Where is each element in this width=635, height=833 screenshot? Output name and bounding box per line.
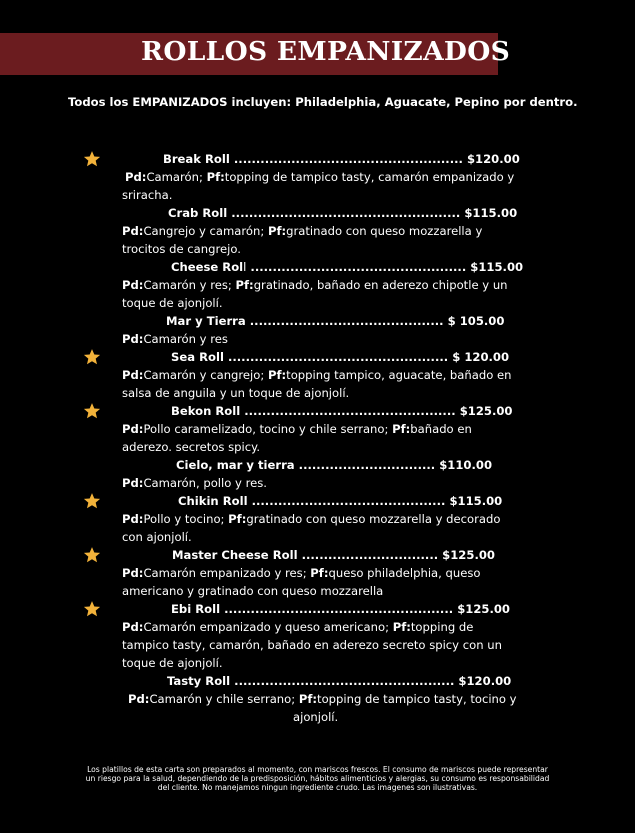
star-icon [83, 600, 101, 618]
item-description: Pd:Camarón; Pf:topping de tampico tasty, camarón empanizado y [125, 170, 515, 184]
menu-subtitle: Todos los EMPANIZADOS incluyen: Philadelphia, Aguacate, Pepino por dentro. [68, 95, 578, 109]
item-price: $125.00 [459, 404, 513, 418]
footer-line: Los platillos de esta carta son preparados al momento, con mariscos frescos. El consumo de mariscos puede representar [87, 765, 548, 774]
item-description: Pd:Pollo caramelizado, tocino y chile serrano; Pf:bañado en [122, 422, 472, 436]
item-description: salsa de anguila y un toque de ajonjolí. [122, 386, 350, 400]
item-name: Crab Roll [168, 206, 228, 220]
item-description: Pd:Camarón y res; Pf:gratinado, bañado en aderezo chipotle y un [122, 278, 508, 292]
item-name-tail: l [243, 260, 247, 274]
item-name: Cielo, mar y tierra [176, 458, 295, 472]
menu-item [0, 402, 635, 456]
item-name: Master Cheese Roll [172, 548, 298, 562]
item-description: trocitos de cangrejo. [122, 242, 241, 256]
item-name: Chikin Roll [178, 494, 248, 508]
dot-leader: ............................... [294, 458, 440, 472]
footer-disclaimer [40, 765, 595, 792]
menu-item [0, 348, 635, 402]
dot-leader: .................................................. [230, 674, 459, 688]
star-icon [83, 546, 101, 564]
menu-item [0, 672, 635, 726]
menu-item [0, 600, 635, 672]
dot-leader: ............................................ [247, 494, 450, 508]
item-price: $ 120.00 [452, 350, 510, 364]
item-description: Pd:Pollo y tocino; Pf:gratinado con queso mozzarella y decorado [122, 512, 501, 526]
item-description: Pd:Camarón y chile serrano; Pf:topping de tampico tasty, tocino y [128, 692, 517, 706]
item-name: Ebi Roll [171, 602, 221, 616]
item-description: Pd:Cangrejo y camarón; Pf:gratinado con queso mozzarella y [122, 224, 483, 238]
star-icon [83, 402, 101, 420]
dot-leader: .................................................... [229, 152, 467, 166]
item-price: $115.00 [470, 260, 524, 274]
menu-item [0, 150, 635, 204]
star-icon [83, 348, 101, 366]
item-description: Pd:Camarón y res [122, 332, 228, 346]
dot-leader: .................................................... [227, 206, 465, 220]
item-price: $125.00 [457, 602, 510, 616]
item-price: $120.00 [458, 674, 512, 688]
item-price: $115.00 [449, 494, 503, 508]
item-description: aderezo. secretos spicy. [122, 440, 261, 454]
dot-leader: ............................... [297, 548, 443, 562]
item-description: americano y gratinado con queso mozzarella [122, 584, 384, 598]
item-name: Cheese Rol [171, 260, 244, 274]
dot-leader: ................................................ [240, 404, 460, 418]
item-description: toque de ajonjolí. [122, 656, 223, 670]
item-description: Pd:Camarón y cangrejo; Pf:topping tampico, aguacate, bañado en [122, 368, 512, 382]
item-description: sriracha. [122, 188, 173, 202]
item-name: Tasty Roll [167, 674, 231, 688]
item-name: Mar y Tierra [166, 314, 246, 328]
dot-leader: .................................................. [223, 350, 453, 364]
page-title: ROLLOS EMPANIZADOS [141, 36, 511, 67]
item-description: Pd:Camarón empanizado y queso americano; Pf:topping de [122, 620, 474, 634]
menu-list [0, 150, 635, 726]
item-description: ajonjolí. [293, 710, 339, 724]
menu-item [0, 204, 635, 258]
item-description: toque de ajonjolí. [122, 296, 223, 310]
item-description: Pd:Camarón empanizado y res; Pf:queso philadelphia, queso [122, 566, 481, 580]
item-price: $120.00 [466, 152, 520, 166]
item-description: con ajonjolí. [122, 530, 192, 544]
star-icon [83, 492, 101, 510]
dot-leader: .................................................... [220, 602, 458, 616]
item-description: Pd:Camarón, pollo y res. [122, 476, 267, 490]
footer-line: del cliente. No manejamos ningun ingrediente crudo. Las imagenes son ilustrativas. [157, 783, 478, 792]
menu-item [0, 546, 635, 600]
item-name: Break Roll [163, 152, 230, 166]
item-name: Bekon Roll [171, 404, 241, 418]
item-price: $115.00 [464, 206, 518, 220]
item-price: $125.00 [442, 548, 495, 562]
footer-line: un riesgo para la salud, dependiendo de la predisposición, hábitos alimenticios y alergias, su consumo es responsabilidad [85, 774, 550, 783]
item-price: $ 105.00 [447, 314, 505, 328]
menu-item [0, 312, 635, 348]
star-icon [83, 150, 101, 168]
item-price: $110.00 [439, 458, 493, 472]
menu-item [0, 456, 635, 492]
menu-item [0, 492, 635, 546]
menu-item [0, 258, 635, 312]
item-name: Sea Roll [171, 350, 224, 364]
dot-leader: ................................................. [246, 260, 471, 274]
dot-leader: ............................................ [245, 314, 448, 328]
item-description: tampico tasty, camarón, bañado en aderezo secreto spicy con un [122, 638, 502, 652]
